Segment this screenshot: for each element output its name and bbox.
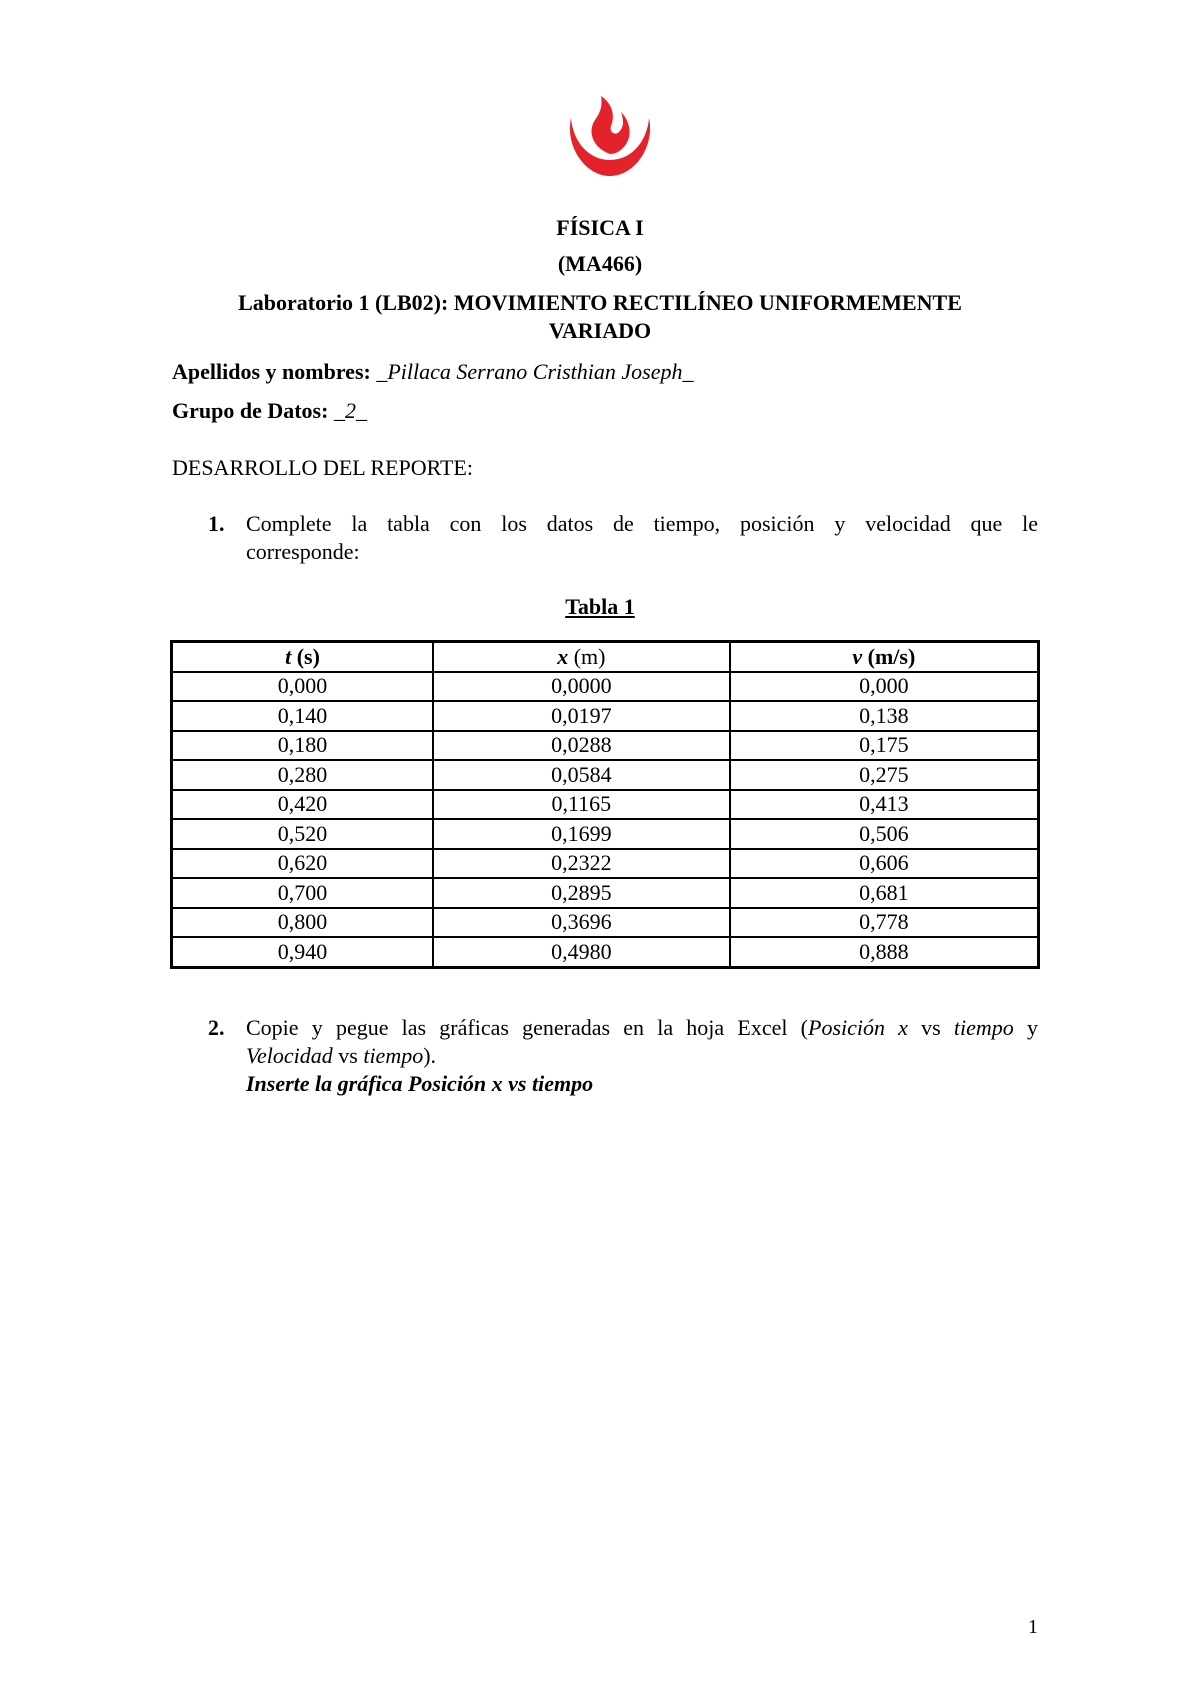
cell-velocity: 0,506: [730, 819, 1038, 849]
item1-text: [246, 510, 1038, 566]
item1-text-line2: corresponde:: [246, 539, 360, 564]
cell-time: 0,520: [172, 819, 433, 849]
table-caption: [0, 594, 1200, 620]
cell-time: 0,940: [172, 937, 433, 967]
table-caption-text: Tabla 1: [565, 594, 635, 619]
page-number: 1: [1028, 1616, 1038, 1638]
table-row: [172, 849, 1038, 879]
cell-position: 0,0584: [433, 760, 730, 790]
cell-time: 0,800: [172, 908, 433, 938]
cell-position: 0,1699: [433, 819, 730, 849]
table-row: [172, 731, 1038, 761]
cell-position: 0,0288: [433, 731, 730, 761]
cell-velocity: 0,888: [730, 937, 1038, 967]
upc-flame-logo-icon: [563, 88, 657, 180]
cell-velocity: 0,000: [730, 672, 1038, 702]
table-row: [172, 937, 1038, 967]
cell-velocity: 0,275: [730, 760, 1038, 790]
name-label: Apellidos y nombres:: [172, 359, 371, 384]
item2-instruction: Inserte la gráfica Posición x vs tiempo: [246, 1071, 594, 1096]
cell-velocity: 0,606: [730, 849, 1038, 879]
cell-time: 0,180: [172, 731, 433, 761]
cell-position: 0,0197: [433, 701, 730, 731]
cell-velocity: 0,681: [730, 878, 1038, 908]
course-title: FÍSICA I: [556, 215, 644, 240]
table-row: [172, 819, 1038, 849]
header-time: t (s): [172, 642, 433, 672]
cell-time: 0,420: [172, 790, 433, 820]
data-table: [170, 640, 1040, 969]
item1-number: 1.: [208, 511, 225, 536]
item1-text-line1: Complete la tabla con los datos de tiempo, posición y velocidad que le: [246, 511, 1038, 536]
cell-position: 0,2895: [433, 878, 730, 908]
student-name-row: [172, 359, 694, 385]
table-row: [172, 672, 1038, 702]
cell-position: 0,4980: [433, 937, 730, 967]
item2-text: [246, 1014, 1038, 1098]
group-label: Grupo de Datos:: [172, 398, 329, 423]
cell-time: 0,140: [172, 701, 433, 731]
table-row: [172, 908, 1038, 938]
cell-time: 0,620: [172, 849, 433, 879]
header-position: x (m): [433, 642, 730, 672]
table-row: [172, 790, 1038, 820]
cell-velocity: 0,175: [730, 731, 1038, 761]
header-velocity: v (m/s): [730, 642, 1038, 672]
table-header-row: [172, 642, 1038, 672]
data-group-row: [172, 398, 367, 424]
cell-position: 0,3696: [433, 908, 730, 938]
cell-time: 0,000: [172, 672, 433, 702]
group-value: _2_: [333, 398, 367, 423]
cell-velocity: 0,138: [730, 701, 1038, 731]
lab-title-line1: Laboratorio 1 (LB02): MOVIMIENTO RECTILÍNEO UNIFORMEMENTE: [238, 290, 962, 315]
cell-position: 0,0000: [433, 672, 730, 702]
table-row: [172, 878, 1038, 908]
table-row: [172, 701, 1038, 731]
section-heading: DESARROLLO DEL REPORTE:: [172, 455, 473, 480]
cell-time: 0,700: [172, 878, 433, 908]
cell-position: 0,2322: [433, 849, 730, 879]
item2-number: 2.: [208, 1015, 225, 1040]
item2-text-line2: Velocidad vs tiempo).: [246, 1043, 437, 1068]
name-value: _Pillaca Serrano Cristhian Joseph_: [376, 359, 694, 384]
cell-velocity: 0,778: [730, 908, 1038, 938]
cell-velocity: 0,413: [730, 790, 1038, 820]
cell-position: 0,1165: [433, 790, 730, 820]
table-row: [172, 760, 1038, 790]
lab-title-line2: VARIADO: [548, 318, 652, 343]
course-code: (MA466): [557, 251, 643, 276]
item2-text-line1: Copie y pegue las gráficas generadas en la hoja Excel (Posición x vs tiempo y: [246, 1015, 1039, 1040]
cell-time: 0,280: [172, 760, 433, 790]
